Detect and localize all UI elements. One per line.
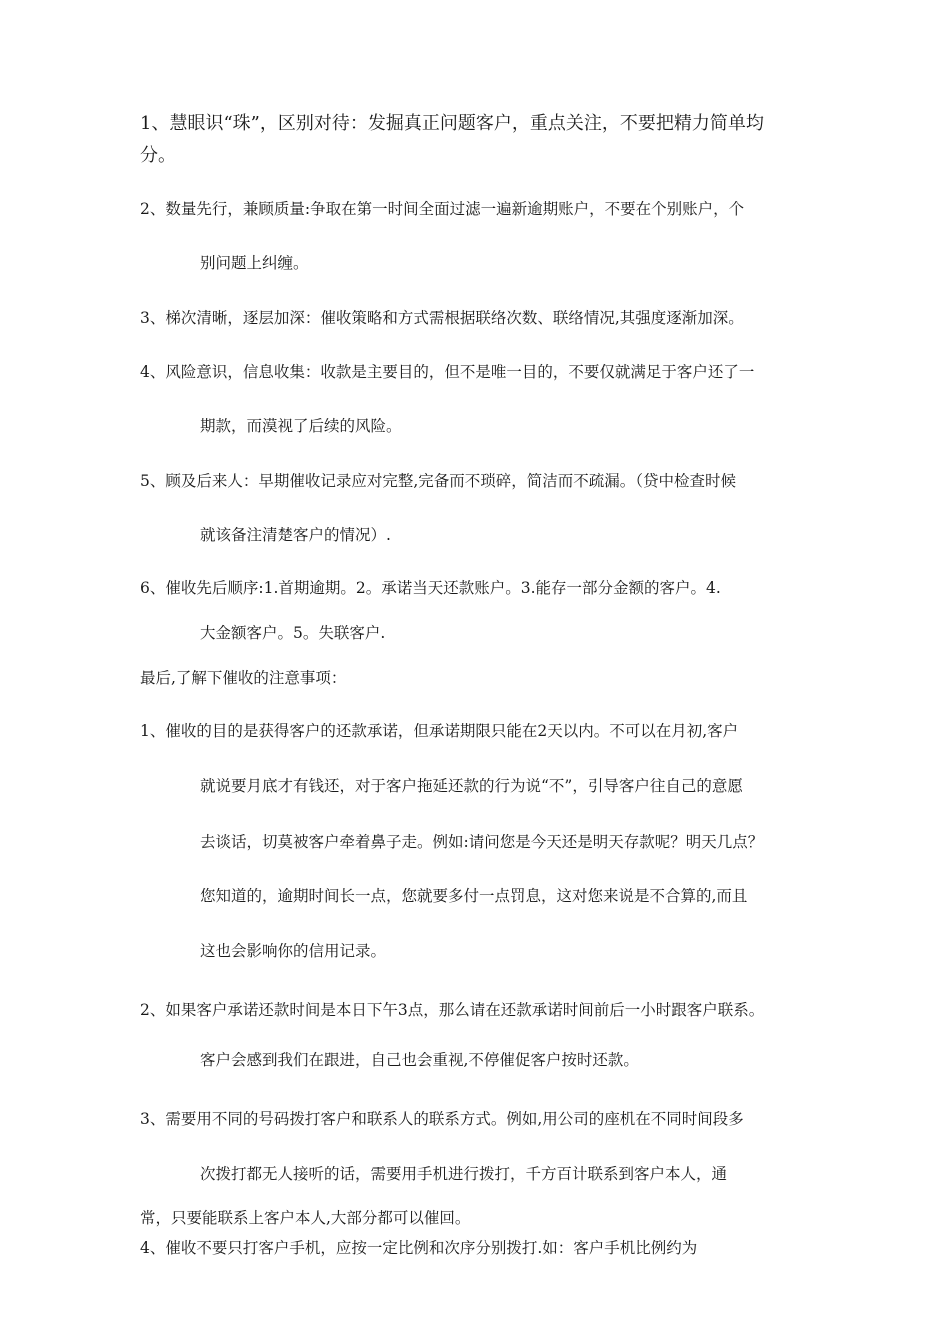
paragraph-line: 您知道的，逾期时间长一点，您就要多付一点罚息，这对您来说是不合算的,而且 bbox=[200, 887, 748, 905]
paragraph-line: 大金额客户。5。失联客户. bbox=[200, 624, 386, 642]
paragraph-line: 2、如果客户承诺还款时间是本日下午3点，那么请在还款承诺时间前后一小时跟客户联系。 bbox=[140, 1001, 765, 1019]
paragraph-line: 3、梯次清晰，逐层加深：催收策略和方式需根据联络次数、联络情况,其强度逐渐加深。 bbox=[140, 309, 744, 327]
paragraph-line: 去谈话，切莫被客户牵着鼻子走。例如:请问您是今天还是明天存款呢？明天几点？ bbox=[200, 833, 764, 851]
section-heading: 最后,了解下催收的注意事项： bbox=[140, 669, 347, 687]
paragraph-line: 期款，而漠视了后续的风险。 bbox=[200, 417, 402, 435]
paragraph-line: 别问题上纠缠。 bbox=[200, 254, 309, 272]
paragraph-line: 分。 bbox=[140, 145, 176, 166]
paragraph-line: 3、需要用不同的号码拨打客户和联系人的联系方式。例如,用公司的座机在不同时间段多 bbox=[140, 1110, 744, 1128]
paragraph-line: 1、催收的目的是获得客户的还款承诺，但承诺期限只能在2天以内。不可以在月初,客户 bbox=[140, 722, 739, 740]
paragraph-line: 这也会影响你的信用记录。 bbox=[200, 942, 387, 960]
paragraph-line: 就该备注清楚客户的情况）. bbox=[200, 526, 391, 544]
paragraph-line: 1、慧眼识“珠”，区别对待：发掘真正问题客户，重点关注，不要把精力简单均 bbox=[140, 113, 764, 134]
paragraph-line: 5、顾及后来人：早期催收记录应对完整,完备而不琐碎，简洁而不疏漏。（贷中检查时候 bbox=[140, 472, 737, 490]
paragraph-line: 2、数量先行，兼顾质量:争取在第一时间全面过滤一遍新逾期账户，不要在个别账户，个 bbox=[140, 200, 745, 218]
paragraph-line: 就说要月底才有钱还，对于客户拖延还款的行为说“不”，引导客户往自己的意愿 bbox=[200, 777, 743, 795]
paragraph-line: 4、催收不要只打客户手机，应按一定比例和次序分别拨打.如：客户手机比例约为 bbox=[140, 1239, 698, 1257]
paragraph-line: 客户会感到我们在跟进，自己也会重视,不停催促客户按时还款。 bbox=[200, 1051, 639, 1069]
paragraph-line: 4、风险意识，信息收集：收款是主要目的，但不是唯一目的，不要仅就满足于客户还了一 bbox=[140, 363, 755, 381]
paragraph-line: 6、催收先后顺序:1.首期逾期。2。承诺当天还款账户。3.能存一部分金额的客户。4. bbox=[140, 579, 721, 597]
paragraph-line: 次拨打都无人接听的话，需要用手机进行拨打，千方百计联系到客户本人，通 bbox=[200, 1165, 728, 1183]
paragraph-line: 常，只要能联系上客户本人,大部分都可以催回。 bbox=[140, 1209, 471, 1227]
